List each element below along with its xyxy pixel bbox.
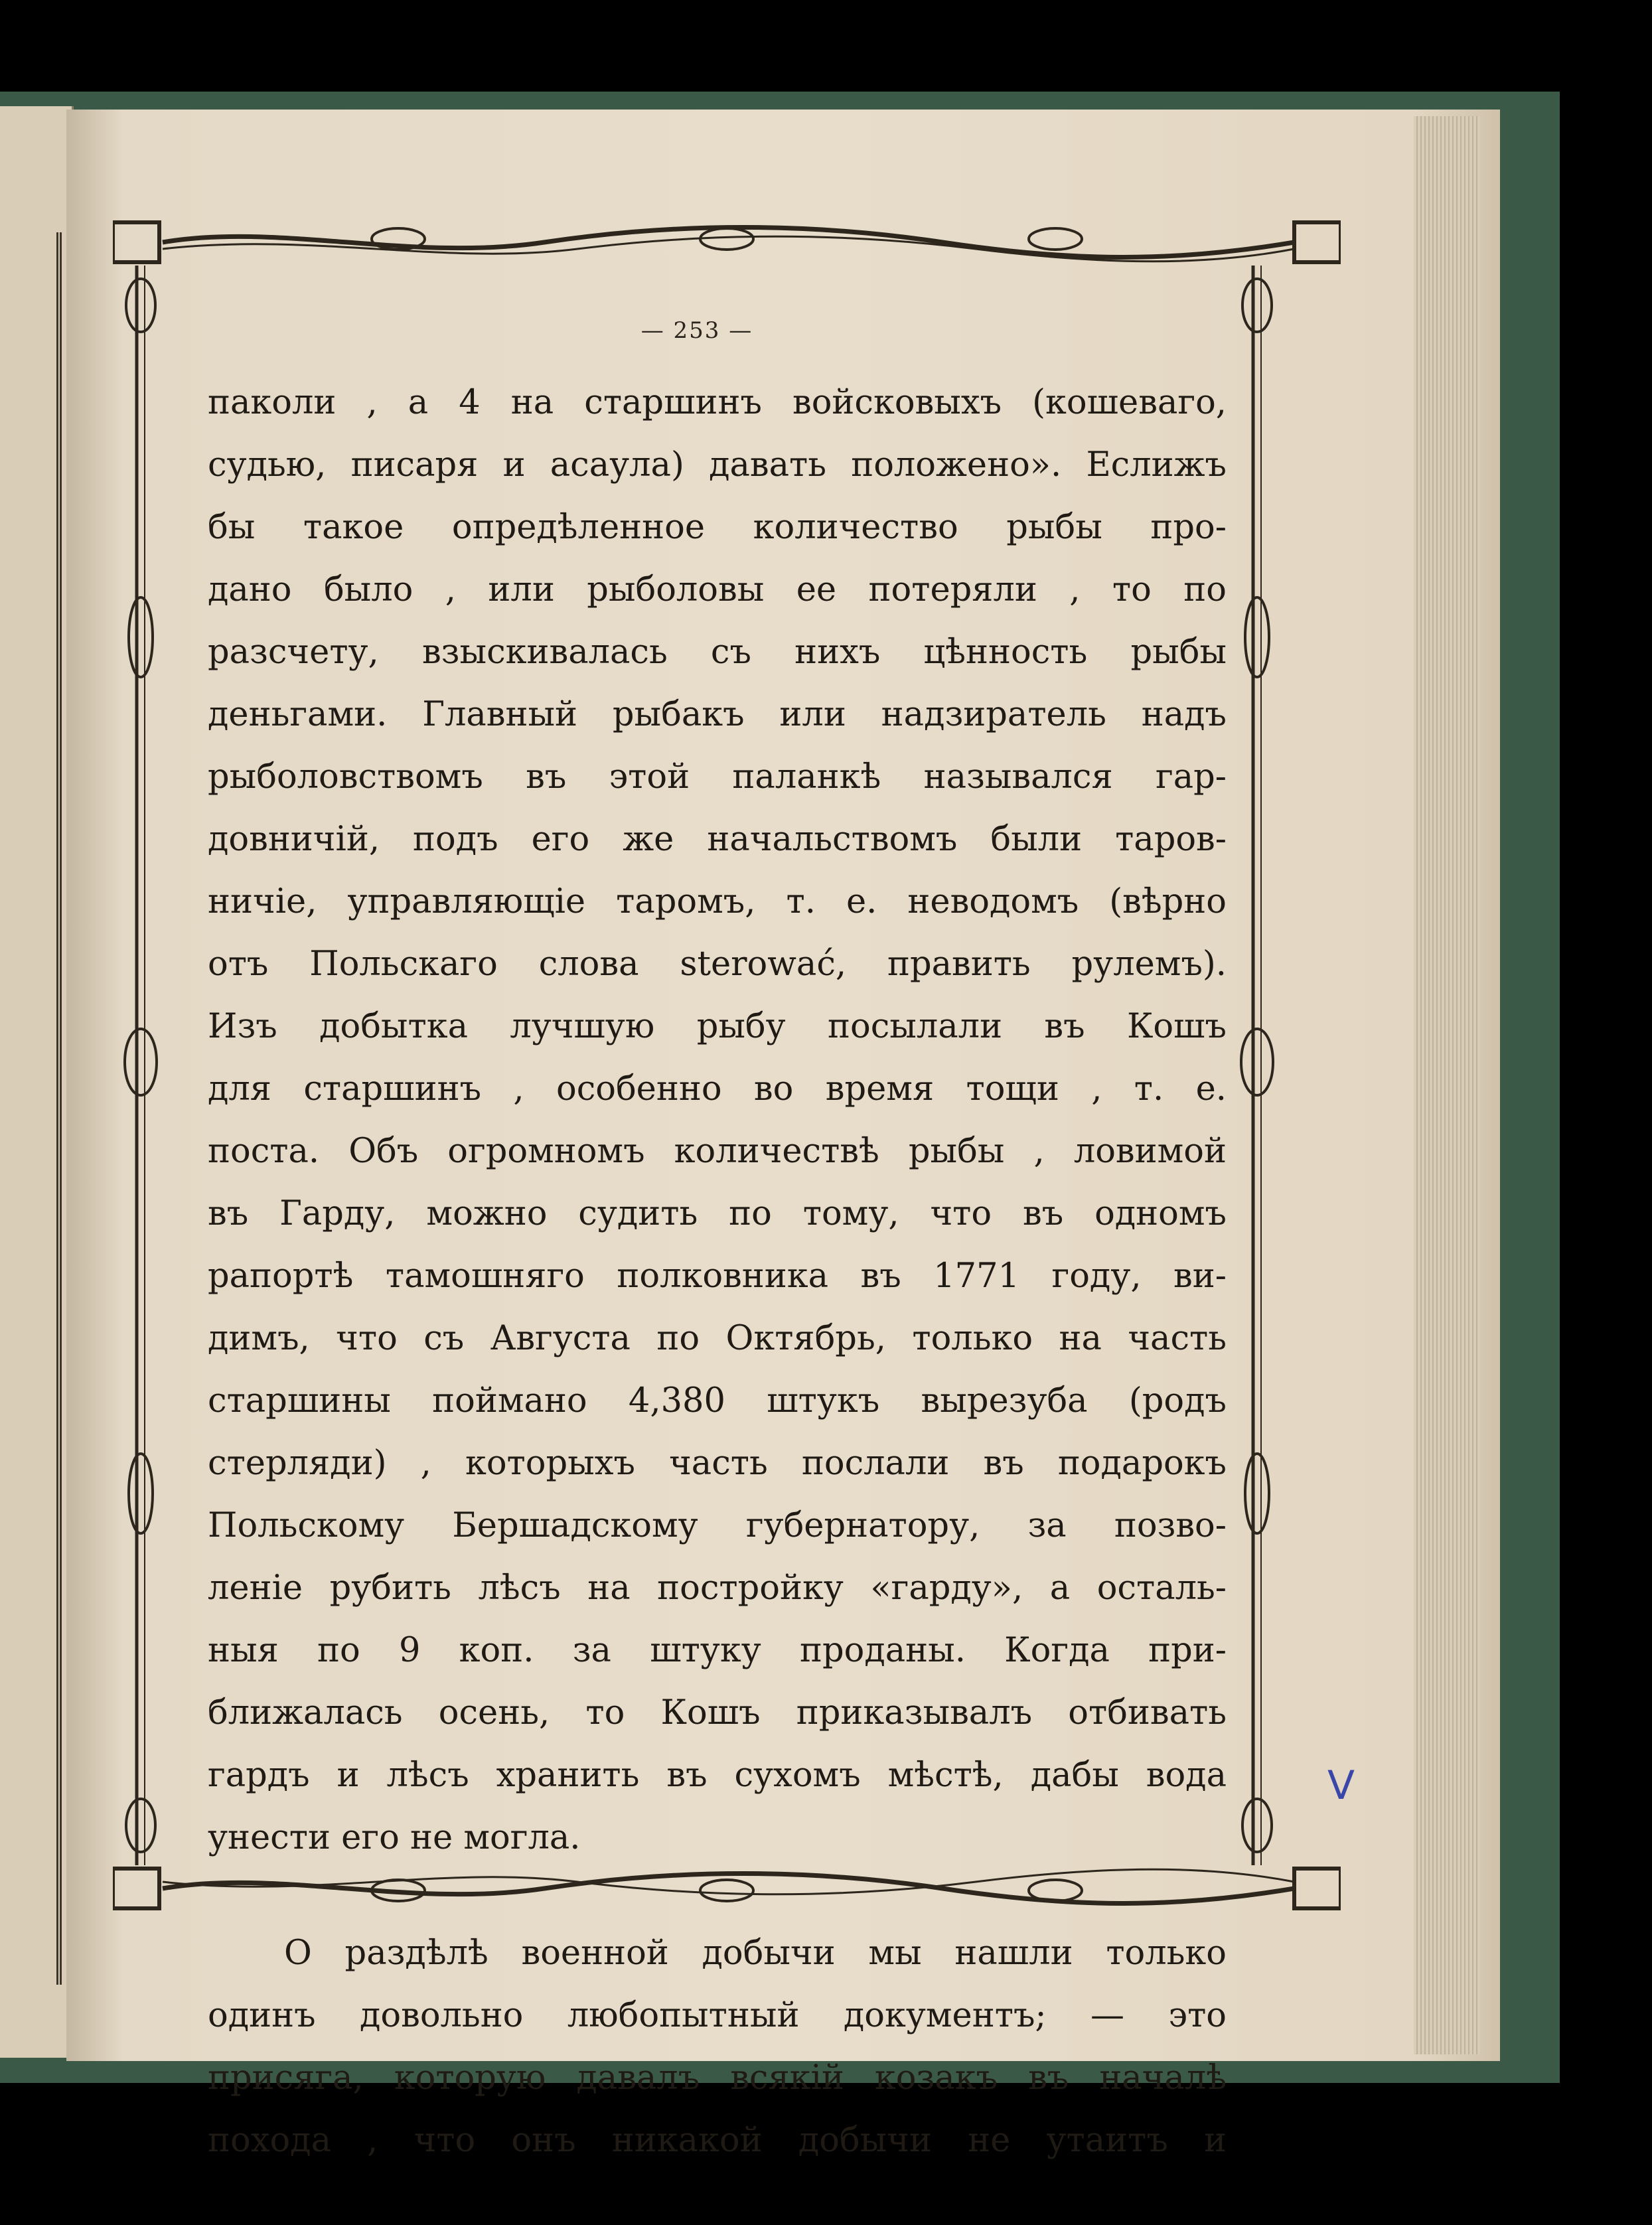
- text-line: рапортѣ тамошняго полковника въ 1771 году, ви-: [208, 1257, 1227, 1296]
- text-line: судью, писаря и асаула) давать положено». Еслижъ: [208, 445, 1227, 485]
- text-line: одинъ довольно любопытный документъ; — это: [208, 1996, 1227, 2035]
- text-line: ближалась осень, то Кошъ приказывалъ отбивать: [208, 1693, 1227, 1732]
- text-line: Польскому Бершадскому губернатору, за позво-: [208, 1506, 1227, 1545]
- page-number: — 253 —: [640, 317, 753, 344]
- text-line: для старшинъ , особенно во время тощи , т. е.: [208, 1069, 1227, 1109]
- text-line: унести его не могла.: [208, 1818, 581, 1857]
- text-line: разсчету, взыскивалась съ нихъ цѣнность рыбы: [208, 633, 1227, 672]
- text-line: рыболовствомъ въ этой паланкѣ назывался гар-: [208, 757, 1227, 797]
- text-line: леніе рубить лѣсъ на постройку «гарду», а осталь-: [208, 1569, 1227, 1608]
- text-line: довничій, подъ его же начальствомъ были таров-: [208, 820, 1227, 859]
- text-line: похода , что онъ никакой добычи не утаитъ и: [208, 2121, 1227, 2160]
- text-line: гардъ и лѣсъ хранить въ сухомъ мѣстѣ, дабы вода: [208, 1756, 1227, 1795]
- paragraph-gap: [208, 1869, 1227, 1922]
- pencil-check-mark: V: [1327, 1762, 1355, 1809]
- text-line: старшины поймано 4,380 штукъ вырезуба (родъ: [208, 1381, 1227, 1420]
- text-line: ныя по 9 коп. за штуку проданы. Когда при-: [208, 1631, 1227, 1670]
- text-line: димъ, что съ Августа по Октябрь, только на часть: [208, 1319, 1227, 1358]
- text-line: дано было , или рыболовы ее потеряли , то по: [208, 570, 1227, 609]
- text-line: деньгами. Главный рыбакъ или надзиратель надъ: [208, 695, 1227, 734]
- text-line: въ Гарду, можно судить по тому, что въ одномъ: [208, 1194, 1227, 1233]
- left-page: [0, 106, 74, 2058]
- text-line: Изъ добытка лучшую рыбу посылали въ Кошъ: [208, 1007, 1227, 1046]
- page-edges: [1414, 116, 1480, 2054]
- ornamental-border-left: [118, 266, 165, 1865]
- ornamental-border-right: [1235, 266, 1281, 1865]
- text-line: присяга, которую давалъ всякій козакъ въ началѣ: [208, 2058, 1227, 2098]
- text-line: поста. Объ огромномъ количествѣ рыбы , ловимой: [208, 1132, 1227, 1171]
- ornamental-border-top: [113, 219, 1341, 266]
- text-line: отъ Польскаго слова sterować, править рулемъ).: [208, 945, 1227, 984]
- text-line: бы такое опредѣленное количество рыбы про-: [208, 508, 1227, 547]
- text-line: паколи , а 4 на старшинъ войсковыхъ (кошеваго,: [208, 383, 1227, 422]
- left-page-ornament-frame: [20, 232, 62, 1985]
- text-line: ничіе, управляющіе таромъ, т. е. неводомъ (вѣрно: [208, 882, 1227, 921]
- text-line: О раздѣлѣ военной добычи мы нашли только: [284, 1934, 1227, 1973]
- body-text: [208, 372, 1227, 2172]
- text-line: стерляди) , которыхъ часть послали въ подарокъ: [208, 1444, 1227, 1483]
